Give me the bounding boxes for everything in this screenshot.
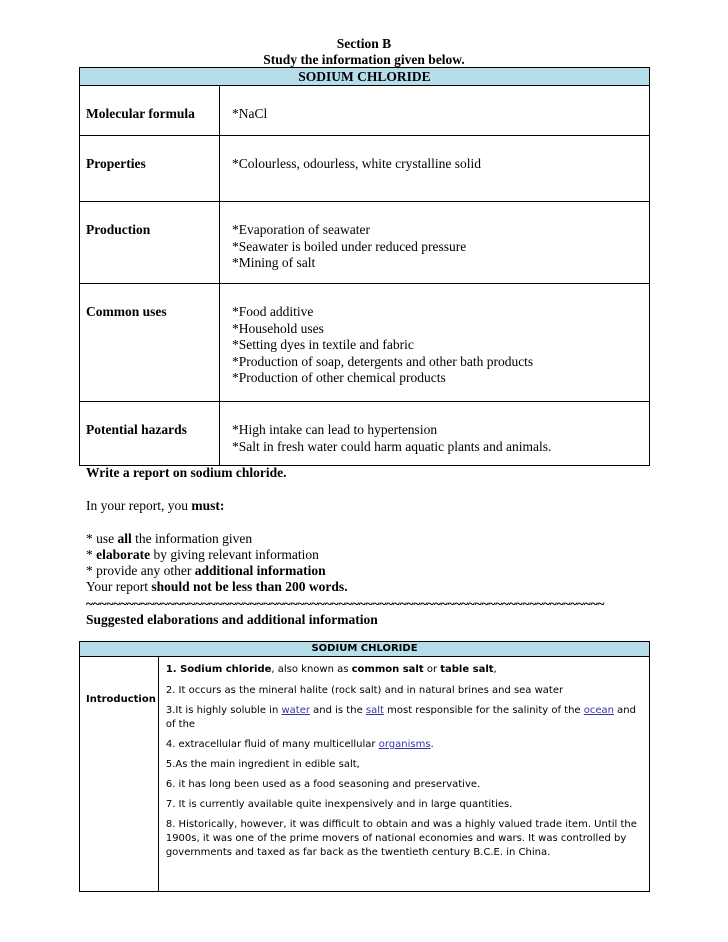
row-label: Properties xyxy=(80,136,220,202)
introduction-label-text: Introduction xyxy=(86,694,156,705)
item-text: . xyxy=(430,739,434,750)
table-row xyxy=(80,402,650,466)
list-item: 6. it has long been used as a food seasoning and preservative. xyxy=(165,779,481,790)
table-row xyxy=(80,284,650,402)
item-bold: common salt xyxy=(351,664,424,675)
value-line: *Evaporation of seawater xyxy=(232,222,370,237)
task-intro xyxy=(86,498,224,515)
bullet-bold: additional information xyxy=(194,563,326,578)
divider: ~~~~~~~~~~~~~~~~~~~~~~~~~~~~~~~~~~~~~~~~~~~~~~~~~~~~~~~~~~~~~~~~~~~~~~~~~~~~ xyxy=(86,596,605,611)
bullet-text: by giving relevant information xyxy=(150,547,319,562)
sodium-chloride-info-table xyxy=(79,67,650,466)
table-row xyxy=(80,202,650,284)
table-row xyxy=(80,86,650,136)
value-line: *Seawater is boiled under reduced pressure xyxy=(232,238,467,254)
value-line: *Salt in fresh water could harm aquatic plants and animals. xyxy=(232,438,552,454)
list-item: 2. It occurs as the mineral halite (rock salt) and in natural brines and sea water xyxy=(165,685,564,696)
list-item xyxy=(166,663,643,677)
row-label: Production xyxy=(80,202,220,284)
salt-link[interactable]: salt xyxy=(365,705,384,716)
item-text: 3.It is highly soluble in xyxy=(165,705,282,716)
water-link[interactable]: water xyxy=(281,705,310,716)
list-item xyxy=(166,704,643,732)
item-text: 4. extracellular fluid of many multicellular xyxy=(165,739,379,750)
task-intro-bold: must: xyxy=(191,498,225,513)
value-line: *Production of other chemical products xyxy=(232,370,446,385)
row-label: Molecular formula xyxy=(80,86,220,136)
value-line: *Production of soap, detergents and other bath products xyxy=(232,353,534,369)
list-item xyxy=(166,738,643,752)
bullet-text: * xyxy=(86,547,97,562)
row-value xyxy=(220,284,650,402)
bullet-text: * use xyxy=(86,531,118,546)
item-text: and is the xyxy=(309,705,366,716)
list-item xyxy=(166,818,643,860)
item-text: or xyxy=(423,664,441,675)
item-text: and of the xyxy=(165,705,636,730)
item-bold: table salt xyxy=(440,664,494,675)
row-value xyxy=(220,86,650,136)
info-table-title: SODIUM CHLORIDE xyxy=(80,68,650,86)
task-bullet xyxy=(86,547,319,564)
item-line: 8. Historically, however, it was difficult to obtain and was a highly valued trade item. Until the xyxy=(165,819,637,830)
row-value xyxy=(220,402,650,466)
value-line: *Mining of salt xyxy=(232,255,316,270)
value-line: *Food additive xyxy=(232,304,314,319)
suggestions-heading: Suggested elaborations and additional information xyxy=(86,612,378,627)
item-line: governments and taxed as far back as the twentieth century B.C.E. in China. xyxy=(165,847,551,858)
item-text: , also known as xyxy=(271,664,352,675)
word-requirement-bold: should not be less than 200 words. xyxy=(151,579,348,594)
item-line: 1900s, it was one of the prime movers of national economies and wars. It was controlled by xyxy=(165,833,627,844)
row-label: Common uses xyxy=(80,284,220,402)
introduction-label xyxy=(80,657,159,892)
item-bold: 1. Sodium chloride xyxy=(165,664,272,675)
introduction-items xyxy=(158,657,649,892)
word-requirement xyxy=(86,579,348,596)
item-text: most responsible for the salinity of the xyxy=(383,705,584,716)
list-item: 5.As the main ingredient in edible salt, xyxy=(165,759,360,770)
bullet-text: the information given xyxy=(131,531,253,546)
word-requirement-text: Your report xyxy=(86,579,152,594)
section-title: Section B xyxy=(336,36,392,51)
value-line: *Household uses xyxy=(232,320,324,336)
instruction: Study the information given below. xyxy=(263,52,465,67)
task-bullet xyxy=(86,563,326,580)
bullet-text: * provide any other xyxy=(86,563,195,578)
row-label: Potential hazards xyxy=(80,402,220,466)
suggestions-table-title: SODIUM CHLORIDE xyxy=(80,642,650,657)
list-item: 7. It is currently available quite inexpensively and in large quantities. xyxy=(165,799,513,810)
task-heading: Write a report on sodium chloride. xyxy=(86,465,287,480)
bullet-bold: elaborate xyxy=(96,547,151,562)
value-line: *NaCl xyxy=(232,106,268,121)
suggestions-table xyxy=(79,641,650,892)
ocean-link[interactable]: ocean xyxy=(583,705,614,716)
row-value xyxy=(220,202,650,284)
value-line: *Colourless, odourless, white crystalline solid xyxy=(232,156,481,171)
value-line: *High intake can lead to hypertension xyxy=(232,422,438,437)
task-intro-text: In your report, you xyxy=(86,498,192,513)
value-line: *Setting dyes in textile and fabric xyxy=(232,337,414,352)
task-bullet xyxy=(86,531,252,548)
table-row xyxy=(80,136,650,202)
organisms-link[interactable]: organisms xyxy=(378,739,431,750)
bullet-bold: all xyxy=(117,531,132,546)
row-value xyxy=(220,136,650,202)
item-text: , xyxy=(493,664,497,675)
